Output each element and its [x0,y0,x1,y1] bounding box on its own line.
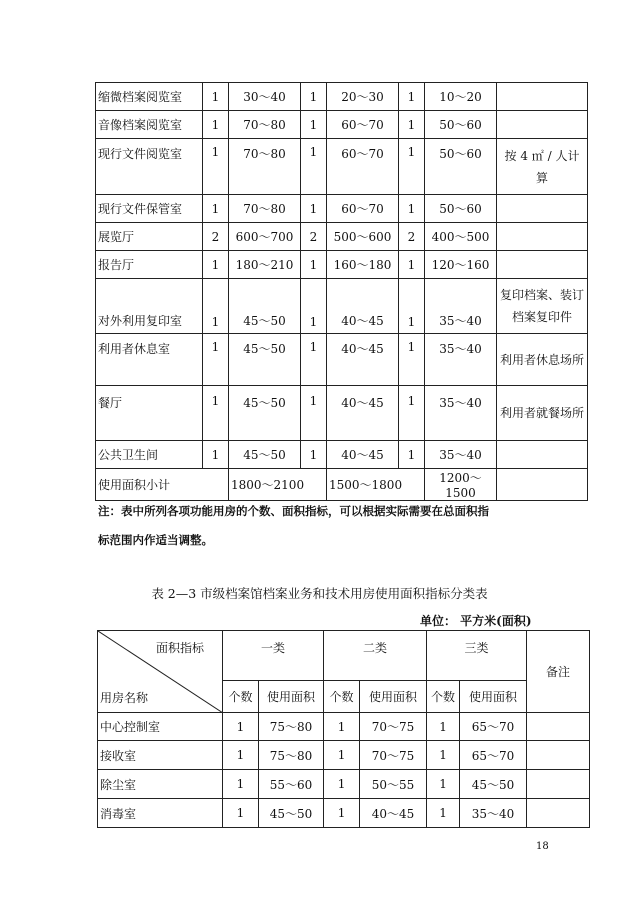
remark-cell [497,223,588,251]
remark-cell [527,741,590,770]
table-header-row [98,631,590,681]
count-class2: 1 [324,770,360,799]
area-class1: 45～50 [229,386,301,441]
count-class3: 1 [399,251,425,279]
table-row [96,251,588,279]
table-note-line1: 注：表中所列各项功能用房的个数、面积指标，可以根据实际需要在总面积指 [98,504,489,518]
area-class3: 400～500 [425,223,497,251]
total-area-class3: 1200～1500 [425,469,497,501]
area-header-class3: 使用面积 [460,681,527,713]
area-class2: 40～45 [327,279,399,334]
count-class2: 1 [301,251,327,279]
count-class3: 1 [399,386,425,441]
area-class2: 40～45 [360,799,427,828]
total-row [96,469,588,501]
table2-title: 表 2—3 市级档案馆档案业务和技术用房使用面积指标分类表 [151,586,488,601]
table2-unit: 单位： 平方米(面积) [420,614,532,628]
area-class1: 45～50 [229,334,301,386]
header-room-label: 用房名称 [100,691,149,705]
area-class1: 30～40 [229,83,301,111]
count-class2: 1 [301,334,327,386]
room-name: 公共卫生间 [96,441,203,469]
count-class1: 1 [203,441,229,469]
area-class2: 40～45 [327,334,399,386]
count-class3: 1 [427,799,460,828]
room-name: 展览厅 [96,223,203,251]
count-class1: 1 [223,799,259,828]
room-name: 餐厅 [96,386,203,441]
area-class3: 50～60 [425,111,497,139]
count-class2: 1 [301,111,327,139]
area-class1: 45～50 [229,441,301,469]
area-class1: 70～80 [229,195,301,223]
table-row [96,334,588,386]
remark-cell [527,770,590,799]
area-class3: 50～60 [425,195,497,223]
table-row [96,386,588,441]
area-class3: 120～160 [425,251,497,279]
room-name: 缩微档案阅览室 [96,83,203,111]
table-row [96,83,588,111]
area-class1: 45～50 [229,279,301,334]
count-class1: 1 [203,139,229,195]
area-class1: 600～700 [229,223,301,251]
class2-header: 二类 [324,631,427,681]
count-class1: 1 [223,741,259,770]
table-row [98,741,590,770]
room-name: 利用者休息室 [96,334,203,386]
room-name: 对外利用复印室 [96,279,203,334]
table-row [96,139,588,195]
count-header-class2: 个数 [324,681,360,713]
diagonal-header-cell [98,631,223,713]
count-class2: 1 [301,139,327,195]
count-class3: 1 [399,139,425,195]
count-class1: 1 [203,111,229,139]
table-row [96,223,588,251]
count-class2: 1 [301,83,327,111]
area-class2: 20～30 [327,83,399,111]
remark-cell [497,195,588,223]
area-class3: 35～40 [425,386,497,441]
area-class2: 500～600 [327,223,399,251]
table-row [98,713,590,741]
area-class2: 160～180 [327,251,399,279]
total-label: 使用面积小计 [96,469,229,501]
area-class2: 50～55 [360,770,427,799]
room-name: 接收室 [98,741,223,770]
remark-header: 备注 [527,631,590,713]
area-header-class2: 使用面积 [360,681,427,713]
area-class1: 75～80 [259,713,324,741]
count-class2: 2 [301,223,327,251]
count-class3: 1 [399,111,425,139]
area-class2: 70～75 [360,713,427,741]
area-class1: 75～80 [259,741,324,770]
count-class2: 1 [301,441,327,469]
business-room-area-table [97,630,590,828]
count-class1: 1 [203,195,229,223]
count-class1: 1 [223,770,259,799]
area-class1: 70～80 [229,139,301,195]
remark-cell [497,111,588,139]
count-class2: 1 [301,279,327,334]
room-name: 现行文件阅览室 [96,139,203,195]
remark-cell: 利用者就餐场所 [497,386,588,441]
count-class3: 2 [399,223,425,251]
table-row [98,799,590,828]
area-class2: 60～70 [327,139,399,195]
room-name: 除尘室 [98,770,223,799]
area-class3: 50～60 [425,139,497,195]
area-class1: 180～210 [229,251,301,279]
remark-cell [527,713,590,741]
count-class1: 1 [203,83,229,111]
room-name: 现行文件保管室 [96,195,203,223]
area-class3: 45～50 [460,770,527,799]
room-name: 中心控制室 [98,713,223,741]
remark-cell [497,469,588,501]
class1-header: 一类 [223,631,324,681]
count-class2: 1 [324,713,360,741]
area-class3: 35～40 [460,799,527,828]
remark-cell [497,441,588,469]
count-class2: 1 [324,799,360,828]
count-class3: 1 [399,334,425,386]
room-name: 消毒室 [98,799,223,828]
remark-cell [497,251,588,279]
count-class3: 1 [427,770,460,799]
area-class2: 60～70 [327,111,399,139]
remark-cell [497,83,588,111]
count-class3: 1 [399,279,425,334]
total-area-class1: 1800～2100 [229,469,327,501]
count-class3: 1 [399,83,425,111]
remark-cell: 利用者休息场所 [497,334,588,386]
count-class2: 1 [301,386,327,441]
area-class3: 35～40 [425,441,497,469]
count-class3: 1 [399,195,425,223]
area-class2: 60～70 [327,195,399,223]
table-row [96,195,588,223]
count-class2: 1 [324,741,360,770]
remark-cell: 复印档案、装订档案复印件 [497,279,588,334]
count-class1: 1 [203,251,229,279]
page-number: 18 [536,841,549,852]
area-class3: 65～70 [460,713,527,741]
count-class3: 1 [399,441,425,469]
count-header-class3: 个数 [427,681,460,713]
area-class1: 55～60 [259,770,324,799]
table-row [96,111,588,139]
remark-cell [527,799,590,828]
count-class1: 1 [203,386,229,441]
table-row [98,770,590,799]
area-class1: 70～80 [229,111,301,139]
remark-cell: 按 4 ㎡ / 人计算 [497,139,588,195]
count-class3: 1 [427,713,460,741]
area-class2: 70～75 [360,741,427,770]
area-class3: 35～40 [425,279,497,334]
area-class3: 10～20 [425,83,497,111]
count-class1: 1 [223,713,259,741]
count-class3: 1 [427,741,460,770]
area-class2: 40～45 [327,386,399,441]
area-class3: 65～70 [460,741,527,770]
count-header-class1: 个数 [223,681,259,713]
table-note-line2: 标范围内作适当调整。 [98,533,213,547]
count-class1: 2 [203,223,229,251]
room-name: 音像档案阅览室 [96,111,203,139]
table-row [96,441,588,469]
room-name: 报告厅 [96,251,203,279]
count-class1: 1 [203,334,229,386]
area-header-class1: 使用面积 [259,681,324,713]
class3-header: 三类 [427,631,527,681]
count-class2: 1 [301,195,327,223]
area-class2: 40～45 [327,441,399,469]
room-area-table-continued [95,82,588,501]
count-class1: 1 [203,279,229,334]
table-row [96,279,588,334]
area-class3: 35～40 [425,334,497,386]
total-area-class2: 1500～1800 [327,469,425,501]
area-class1: 45～50 [259,799,324,828]
header-metric-label: 面积指标 [156,641,205,655]
